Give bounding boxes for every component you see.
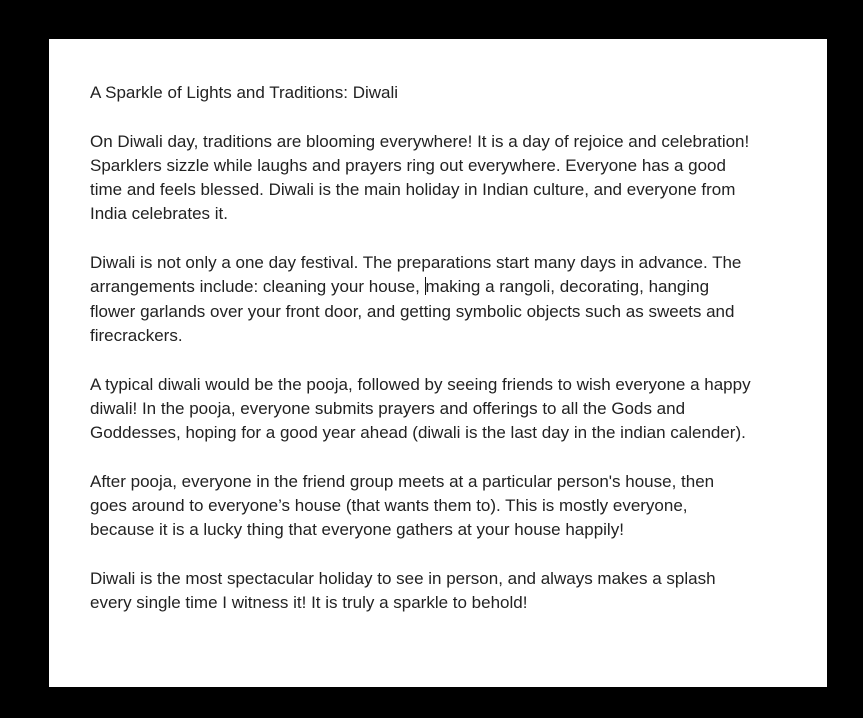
title-text: A Sparkle of Lights and Traditions: Diwali bbox=[90, 83, 399, 102]
paragraph-3 bbox=[90, 373, 814, 446]
paragraph-line-segment: arrangements include: cleaning your house, bbox=[90, 277, 425, 297]
paragraph-line: Sparklers sizzle while laughs and prayers ring out everywhere. Everyone has a good bbox=[90, 155, 726, 175]
paragraph-line: On Diwali day, traditions are blooming everywhere! It is a day of rejoice and celebration! bbox=[90, 131, 750, 151]
paragraph-line: goes around to everyone’s house (that wants them to). This is mostly everyone, bbox=[90, 496, 688, 516]
paragraph-line: time and feels blessed. Diwali is the main holiday in Indian culture, and everyone from bbox=[90, 180, 736, 200]
document-title bbox=[90, 81, 814, 105]
paragraph-2 bbox=[90, 251, 814, 348]
paragraph-4 bbox=[90, 470, 814, 543]
paragraph-line: diwali! In the pooja, everyone submits prayers and offerings to all the Gods and bbox=[90, 398, 686, 418]
paragraph-line: Goddesses, hoping for a good year ahead (diwali is the last day in the indian calender). bbox=[90, 423, 746, 443]
paragraph-line: India celebrates it. bbox=[90, 204, 228, 224]
paragraph-line: Diwali is not only a one day festival. The preparations start many days in advance. The bbox=[90, 253, 742, 273]
paragraph-line: because it is a lucky thing that everyone gathers at your house happily! bbox=[90, 520, 624, 540]
paragraph-5 bbox=[90, 567, 814, 616]
paragraph-line: flower garlands over your front door, and getting symbolic objects such as sweets and bbox=[90, 301, 735, 321]
paragraph-line: After pooja, everyone in the friend group meets at a particular person's house, then bbox=[90, 471, 715, 491]
document-page[interactable] bbox=[49, 39, 827, 687]
paragraph-1 bbox=[90, 130, 814, 227]
paragraph-line: Diwali is the most spectacular holiday to see in person, and always makes a splash bbox=[90, 568, 716, 588]
paragraph-line: every single time I witness it! It is truly a sparkle to behold! bbox=[90, 593, 528, 613]
paragraph-line: A typical diwali would be the pooja, followed by seeing friends to wish everyone a happy bbox=[90, 374, 751, 394]
document-body[interactable] bbox=[90, 81, 814, 640]
paragraph-line-segment: making a rangoli, decorating, hanging bbox=[425, 277, 710, 297]
paragraph-line: firecrackers. bbox=[90, 325, 183, 345]
paragraph-line-with-caret bbox=[90, 275, 814, 299]
